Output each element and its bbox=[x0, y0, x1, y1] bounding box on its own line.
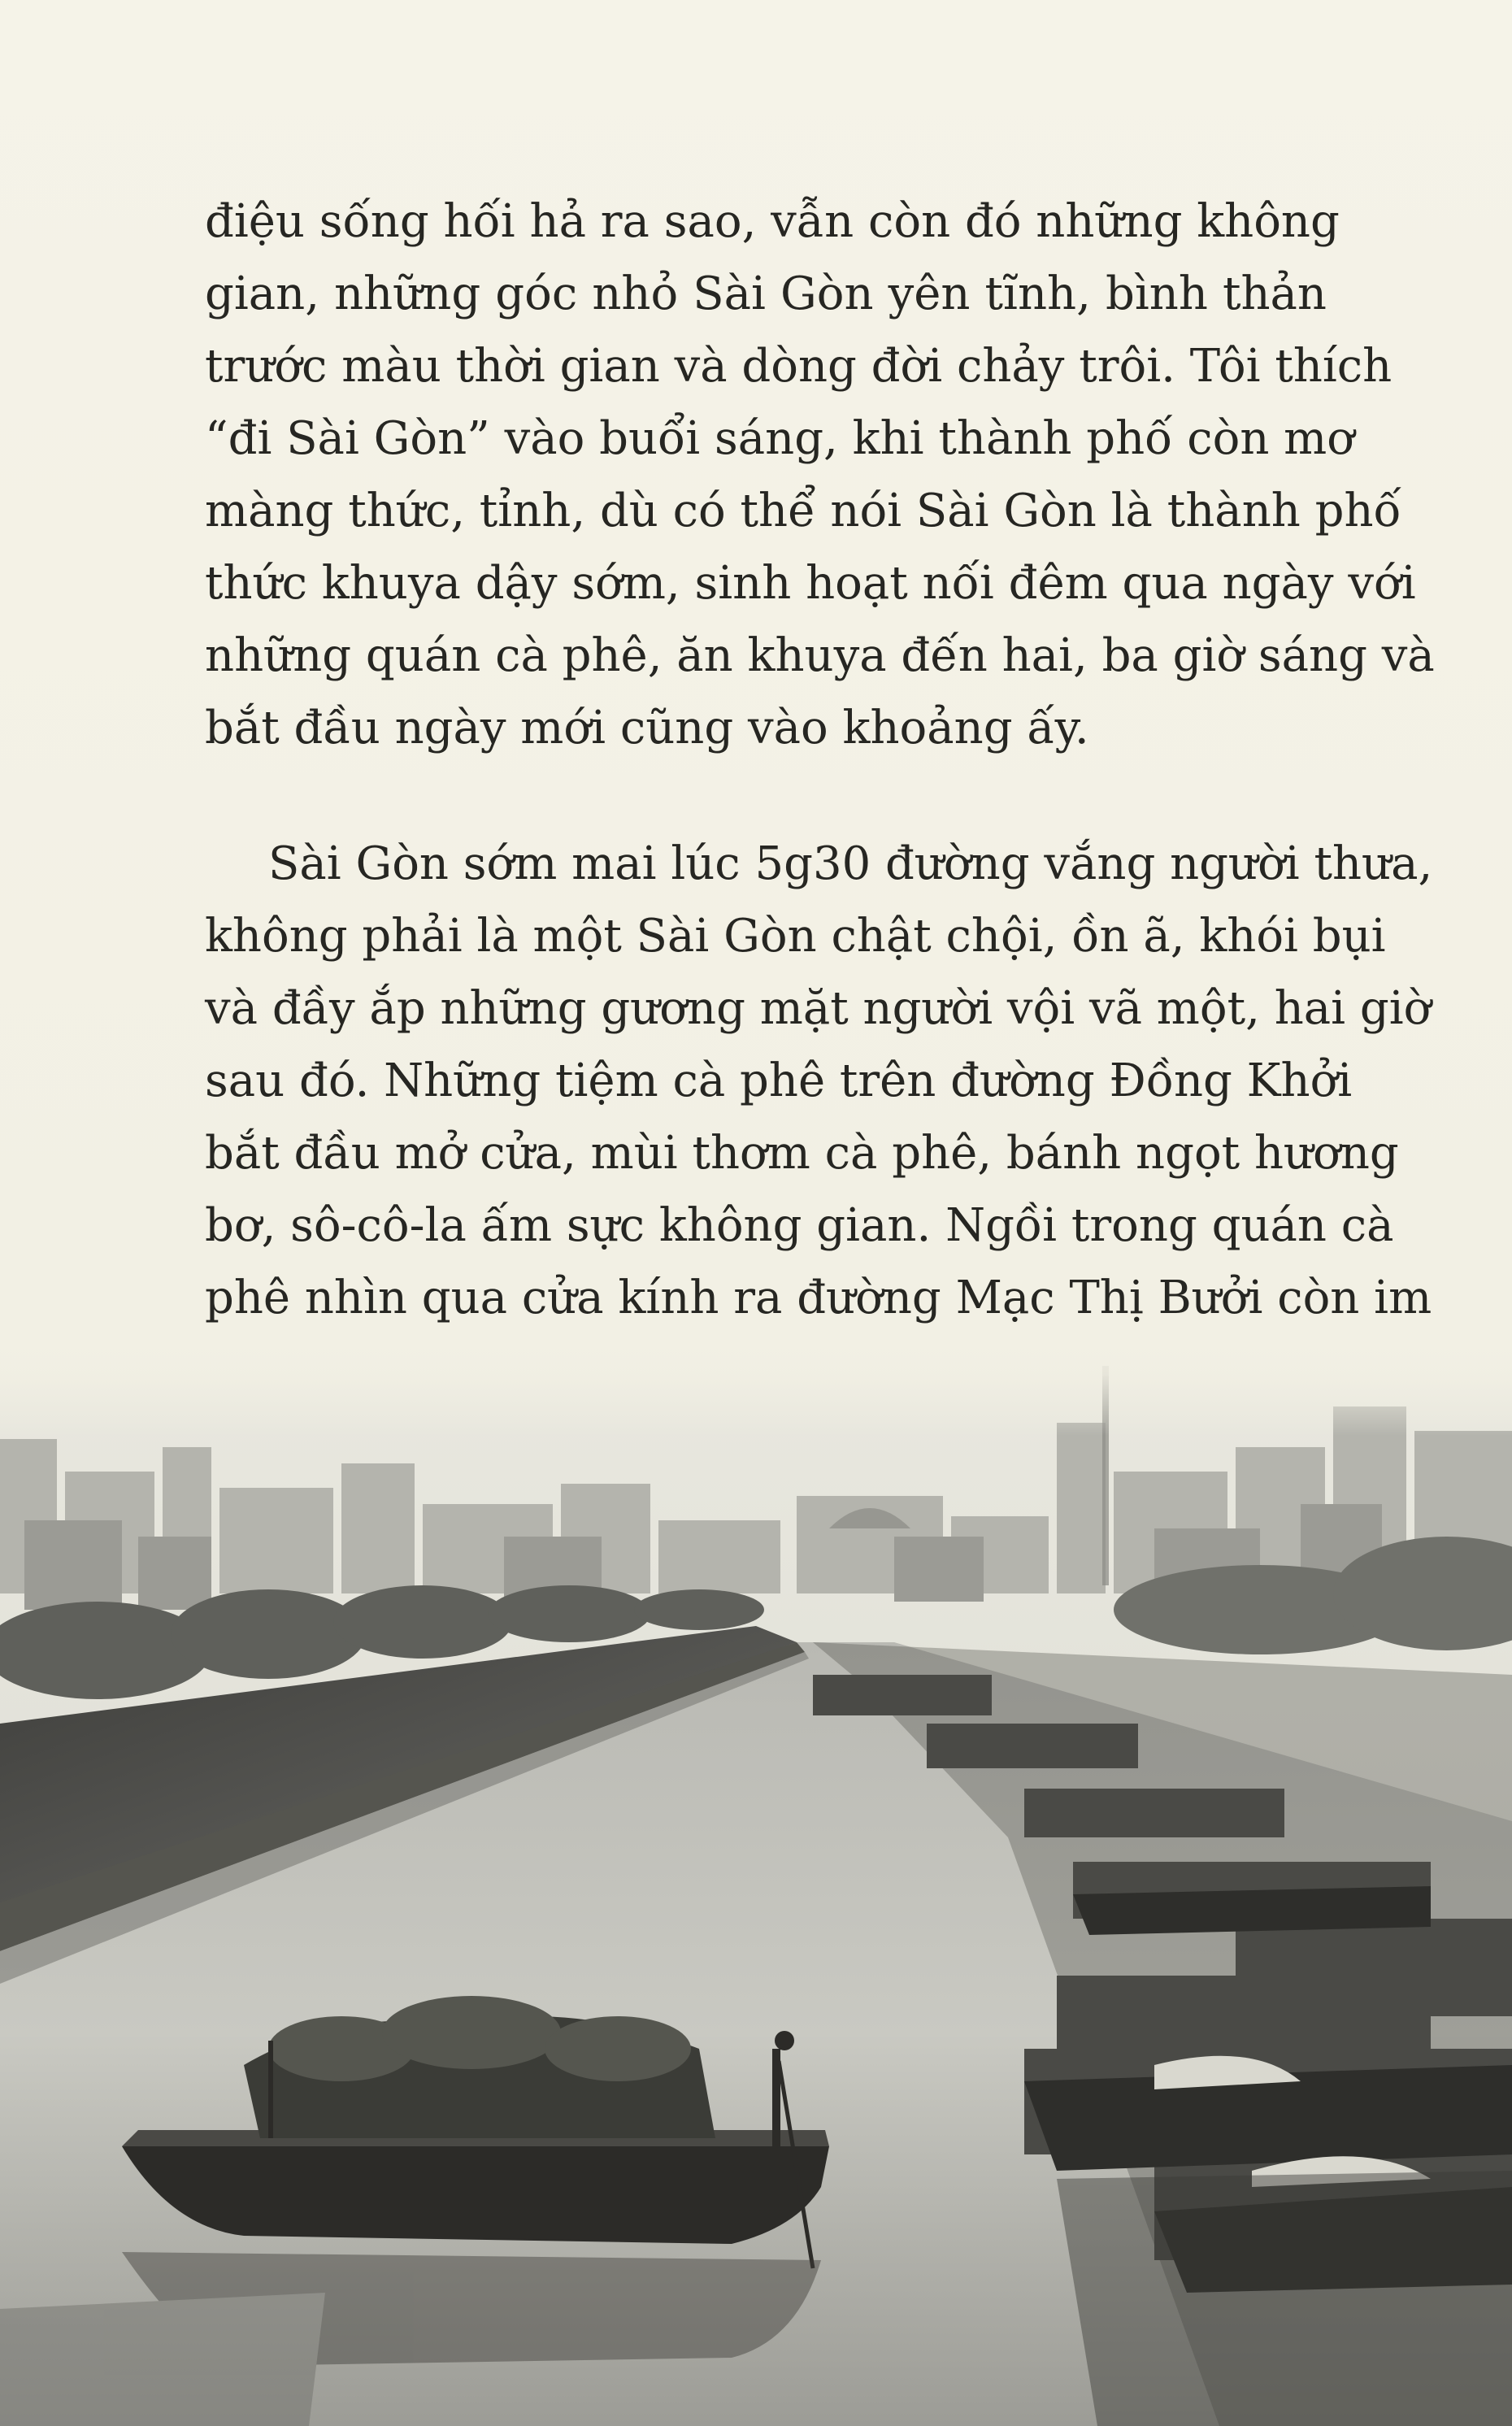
text-line: thức khuya dậy sớm, sinh hoạt nối đêm qua ngày với bbox=[205, 557, 1416, 610]
text-line: gian, những góc nhỏ Sài Gòn yên tĩnh, bình thản bbox=[205, 267, 1327, 320]
paragraph-2 bbox=[205, 828, 1433, 1334]
text-line: điệu sống hối hả ra sao, vẫn còn đó những không bbox=[205, 195, 1340, 248]
body-text bbox=[205, 185, 1435, 1334]
text-line: những quán cà phê, ăn khuya đến hai, ba giờ sáng và bbox=[205, 629, 1435, 682]
text-line: “đi Sài Gòn” vào buổi sáng, khi thành phố còn mơ bbox=[205, 412, 1354, 465]
paragraph-1 bbox=[205, 185, 1435, 764]
text-line: phê nhìn qua cửa kính ra đường Mạc Thị Bưởi còn im bbox=[205, 1272, 1432, 1324]
text-line: bơ, sô-cô-la ấm sực không gian. Ngồi trong quán cà bbox=[205, 1199, 1394, 1252]
text-line: Sài Gòn sớm mai lúc 5g30 đường vắng người thưa, bbox=[268, 837, 1433, 890]
text-line: sau đó. Những tiệm cà phê trên đường Đồng Khởi bbox=[205, 1054, 1353, 1107]
text-line: và đầy ắp những gương mặt người vội vã một, hai giờ bbox=[205, 982, 1432, 1035]
text-line: bắt đầu ngày mới cũng vào khoảng ấy. bbox=[205, 702, 1089, 754]
text-line: không phải là một Sài Gòn chật chội, ồn ã, khói bụi bbox=[205, 910, 1386, 963]
text-line: bắt đầu mở cửa, mùi thơm cà phê, bánh ngọt hương bbox=[205, 1127, 1399, 1180]
text-line: trước màu thời gian và dòng đời chảy trôi. Tôi thích bbox=[205, 340, 1393, 393]
text-line: màng thức, tỉnh, dù có thể nói Sài Gòn là thành phố bbox=[205, 485, 1401, 537]
canal-boats-photo bbox=[0, 1333, 1512, 2426]
